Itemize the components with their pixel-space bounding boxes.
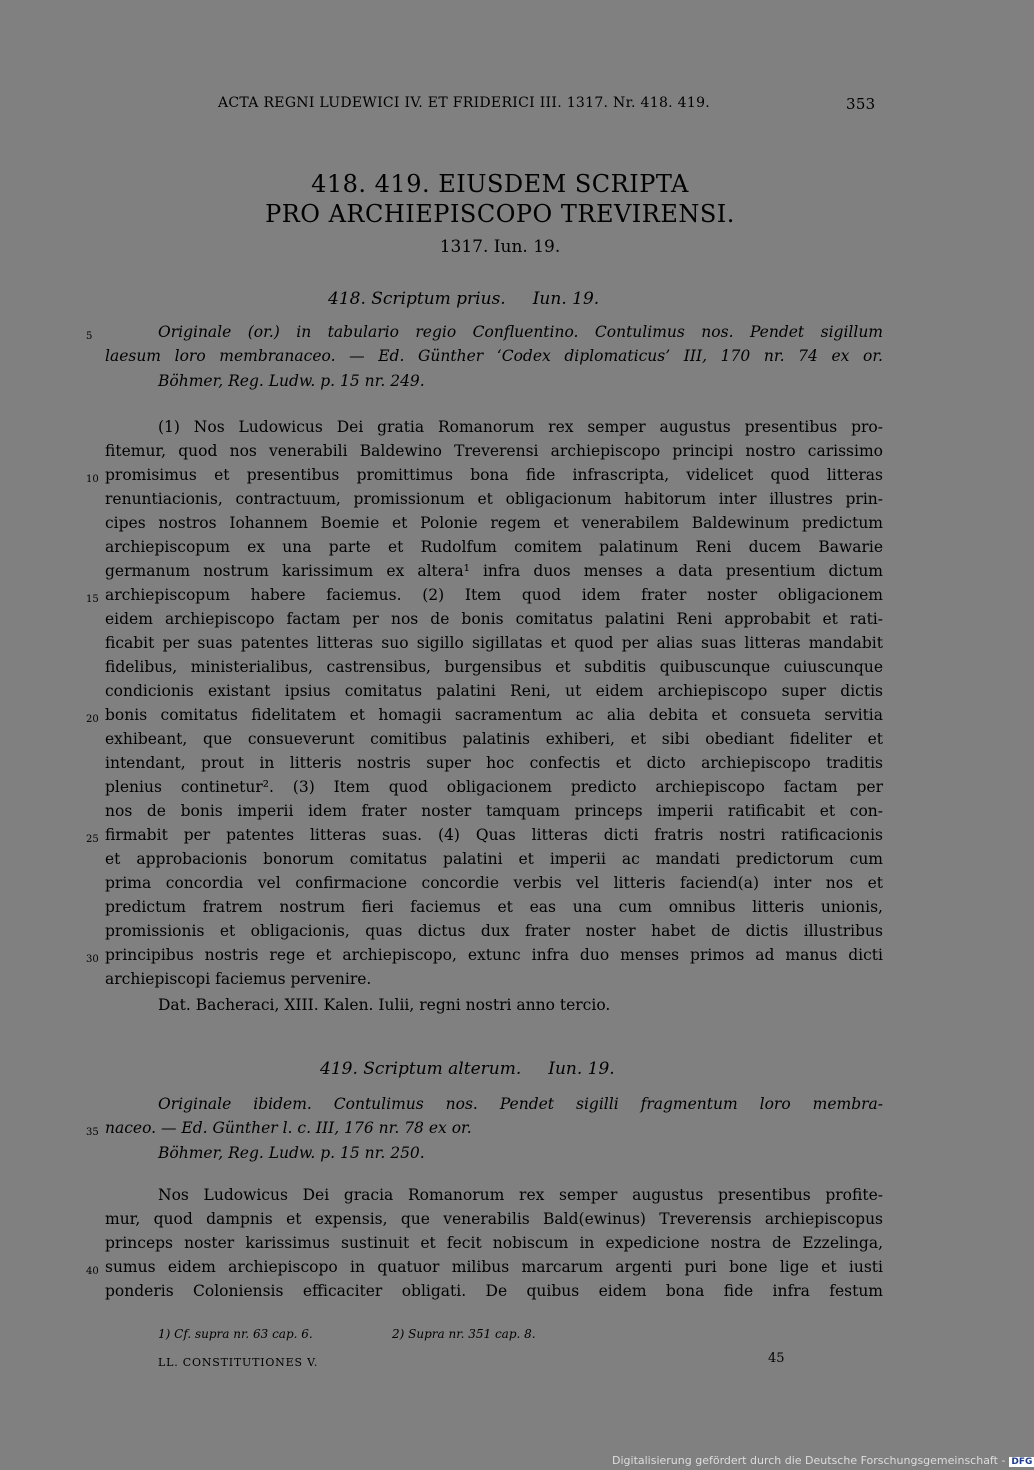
dating-clause-418: Dat. Bacheraci, XIII. Kalen. Iulii, regni nostri anno tercio. <box>158 996 611 1014</box>
editorial-418-line: Originale (or.) in tabulario regio Confluentino. Contulimus nos. Pendet sigillum <box>158 323 883 341</box>
text-419-line: Nos Ludowicus Dei gracia Romanorum rex semper augustus presentibus profite- <box>158 1186 883 1204</box>
text-418-line: archiepiscopum habere faciemus. (2) Item quod idem frater noster obligacionem <box>105 586 883 604</box>
margin-line-number: 20 <box>86 714 99 725</box>
footnote-2: 2) Supra nr. 351 cap. 8. <box>392 1327 536 1341</box>
section-418-heading: 418. Scriptum prius. Iun. 19. <box>328 289 600 309</box>
text-418-line: condicionis existant ipsius comitatus palatini Reni, ut eidem archiepiscopo super dictis <box>105 682 883 700</box>
document-title-line1: 418. 419. EIUSDEM SCRIPTA <box>311 170 689 198</box>
dfg-notice <box>612 1454 1034 1467</box>
document-date: 1317. Iun. 19. <box>439 237 561 257</box>
text-418-line: cipes nostros Iohannem Boemie et Polonie regem et venerabilem Baldewinum predictum <box>105 514 883 532</box>
margin-line-number: 15 <box>86 594 99 605</box>
margin-line-number: 25 <box>86 834 99 845</box>
dfg-logo: DFG <box>1011 1457 1033 1467</box>
text-418-line: eidem archiepiscopo factam per nos de bonis comitatus palatini Reni approbabit et rati- <box>105 610 883 628</box>
text-418-line: archiepiscopum ex una parte et Rudolfum comitem palatinum Reni ducem Bawarie <box>105 538 883 556</box>
series-footer: LL. CONSTITUTIONES V. <box>158 1356 319 1369</box>
text-418-line: ficabit per suas patentes litteras suo sigillo sigillatas et quod per alias suas litteras mandabit <box>105 634 883 652</box>
text-418-line: intendant, prout in litteris nostris super hoc confectis et dicto archiepiscopo traditis <box>105 754 883 772</box>
text-418-line: nos de bonis imperii idem frater noster tamquam princeps imperii ratificabit et con- <box>105 802 883 820</box>
text-418-line: exhibeant, que consueverunt comitibus palatinis exhiberi, et sibi obediant fideliter et <box>105 730 883 748</box>
text-418-line: fidelibus, ministerialibus, castrensibus, burgensibus et subditis quibuscunque cuiuscunque <box>105 658 883 676</box>
text-418-line: predictum fratrem nostrum fieri faciemus et eas una cum omnibus litteris unionis, <box>105 898 883 916</box>
text-418-line: prima concordia vel confirmacione concordie verbis vel litteris faciend(a) inter nos et <box>105 874 883 892</box>
editorial-418-line: laesum loro membranaceo. — Ed. Günther ‘Codex diplomaticus’ III, 170 nr. 74 ex or. <box>105 347 883 365</box>
editorial-419-line: Originale ibidem. Contulimus nos. Pendet sigilli fragmentum loro membra- <box>158 1095 883 1113</box>
text-419-line: mur, quod dampnis et expensis, que venerabilis Bald(ewinus) Treverensis archiepiscopus <box>105 1210 883 1228</box>
text-418-line: (1) Nos Ludowicus Dei gratia Romanorum rex semper augustus presentibus pro- <box>158 418 883 436</box>
text-418-line: et approbacionis bonorum comitatus palatini et imperii ac mandati predictorum cum <box>105 850 883 868</box>
margin-line-number: 5 <box>86 331 93 342</box>
footnote-1: 1) Cf. supra nr. 63 cap. 6. <box>158 1327 313 1341</box>
editorial-418-line: Böhmer, Reg. Ludw. p. 15 nr. 249. <box>158 372 425 390</box>
section-419-heading: 419. Scriptum alterum. Iun. 19. <box>320 1059 615 1079</box>
text-419-line: sumus eidem archiepiscopo in quatuor milibus marcarum argenti puri bone lige et iusti <box>105 1258 883 1276</box>
text-418-line: renuntiacionis, contractuum, promissionum et obligacionum habitorum inter illustres prin- <box>105 490 883 508</box>
dfg-notice-text: Digitalisierung gefördert durch die Deutsche Forschungsgemeinschaft - <box>612 1454 1006 1467</box>
page-number: 353 <box>846 95 876 113</box>
signature-mark: 45 <box>768 1351 785 1366</box>
editorial-419-line: Böhmer, Reg. Ludw. p. 15 nr. 250. <box>158 1144 425 1162</box>
document-title-line2: PRO ARCHIEPISCOPO TREVIRENSI. <box>265 200 735 228</box>
margin-line-number: 10 <box>86 474 99 485</box>
text-418-line: germanum nostrum karissimum ex altera¹ infra duos menses a data presentium dictum <box>105 562 883 580</box>
margin-line-number: 40 <box>86 1266 99 1277</box>
text-418-line: bonis comitatus fidelitatem et homagii sacramentum ac alia debita et consueta servitia <box>105 706 883 724</box>
text-418-line: archiepiscopi faciemus pervenire. <box>105 970 372 988</box>
text-418-line: firmabit per patentes litteras suas. (4) Quas litteras dicti fratris nostri ratificacionis <box>105 826 883 844</box>
text-418-line: plenius continetur². (3) Item quod obligacionem predicto archiepiscopo factam per <box>105 778 883 796</box>
running-header: ACTA REGNI LUDEWICI IV. ET FRIDERICI III. 1317. Nr. 418. 419. <box>218 95 711 111</box>
text-418-line: fitemur, quod nos venerabili Baldewino Treverensi archiepiscopo principi nostro carissimo <box>105 442 883 460</box>
margin-line-number: 35 <box>86 1127 99 1138</box>
text-418-line: promissionis et obligacionis, quas dictus dux frater noster habet de dictis illustribus <box>105 922 883 940</box>
editorial-419-line: naceo. — Ed. Günther l. c. III, 176 nr. 78 ex or. <box>105 1119 472 1137</box>
margin-line-number: 30 <box>86 954 99 965</box>
text-418-line: promisimus et presentibus promittimus bona fide infrascripta, videlicet quod litteras <box>105 466 883 484</box>
text-419-line: ponderis Coloniensis efficaciter obligati. De quibus eidem bona fide infra festum <box>105 1282 883 1300</box>
text-418-line: principibus nostris rege et archiepiscopo, extunc infra duo menses primos ad manus dicti <box>105 946 883 964</box>
text-419-line: princeps noster karissimus sustinuit et fecit nobiscum in expedicione nostra de Ezzelinga, <box>105 1234 883 1252</box>
